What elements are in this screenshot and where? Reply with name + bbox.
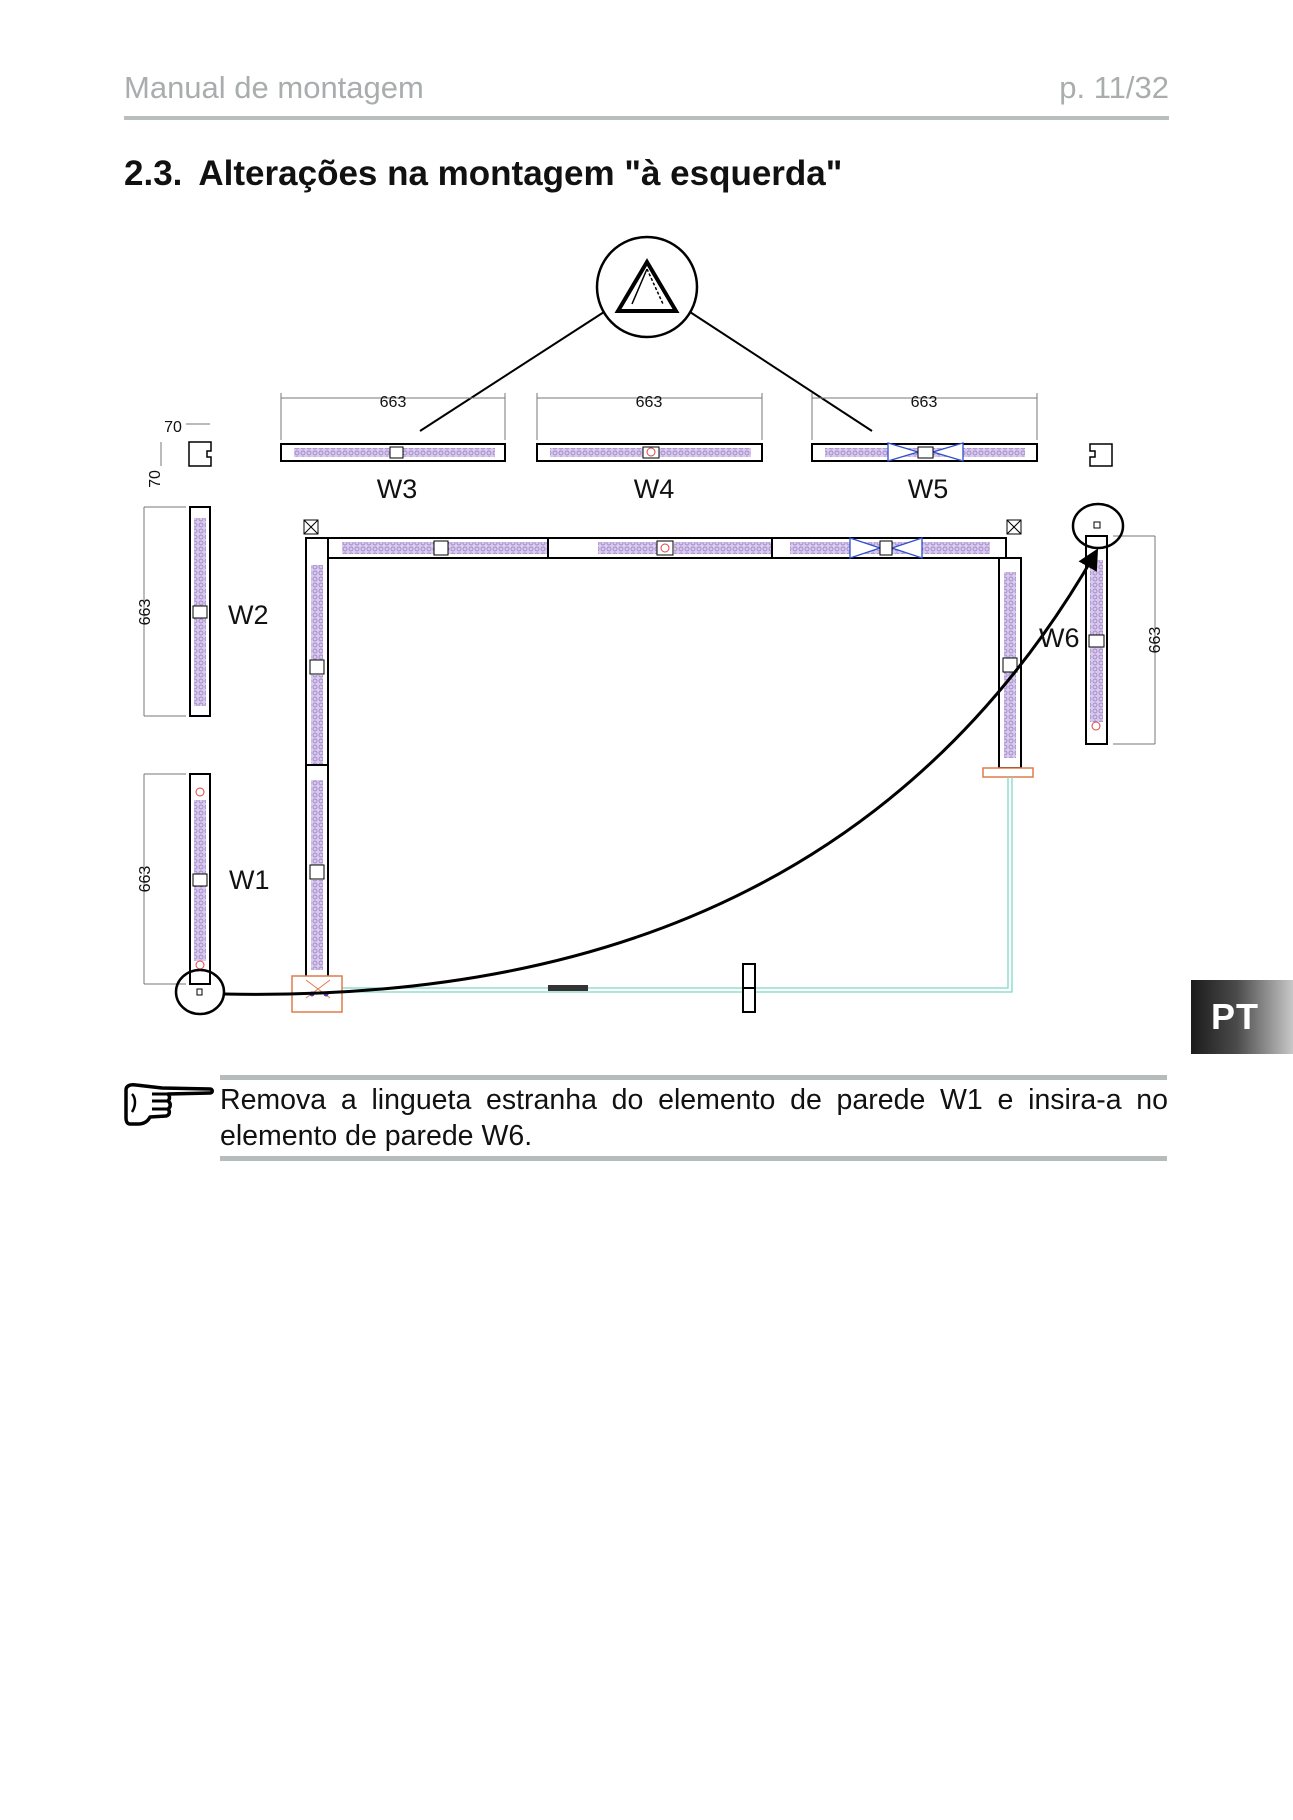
dim-w2: 663 [137,598,154,626]
note-rule-bottom [220,1156,1167,1161]
dim-w1: 663 [137,865,154,893]
dim-w5: 663 [910,394,938,411]
section-title: Alterações na montagem "à esquerda" [198,154,843,193]
dim-post-width: 70 [164,419,182,436]
pointing-hand-icon [122,1080,214,1128]
label-w2: W2 [228,600,269,630]
assembled-plan [292,520,1033,1012]
page-number: p. 11/32 [1059,70,1169,105]
dim-w3: 663 [379,394,407,411]
note-rule-top [220,1075,1167,1080]
dim-w4: 663 [635,394,663,411]
language-code: PT [1211,996,1260,1037]
panel-w6 [1086,536,1155,744]
label-w1: W1 [229,865,270,895]
label-w3: W3 [376,474,418,504]
section-number: 2.3. [124,154,183,193]
label-w6: W6 [1039,623,1080,653]
dim-w6: 663 [1147,626,1164,654]
language-tab [1191,980,1293,1054]
label-w4: W4 [633,474,675,504]
corner-post-right [1090,444,1112,466]
dim-post-depth: 70 [147,470,164,488]
label-w5: W5 [907,474,949,504]
instruction-note: Remova a lingueta estranha do elemento de parede W1 e insira-a no elemento de parede W6. [220,1084,1168,1152]
header-title: Manual de montagem [124,70,424,105]
